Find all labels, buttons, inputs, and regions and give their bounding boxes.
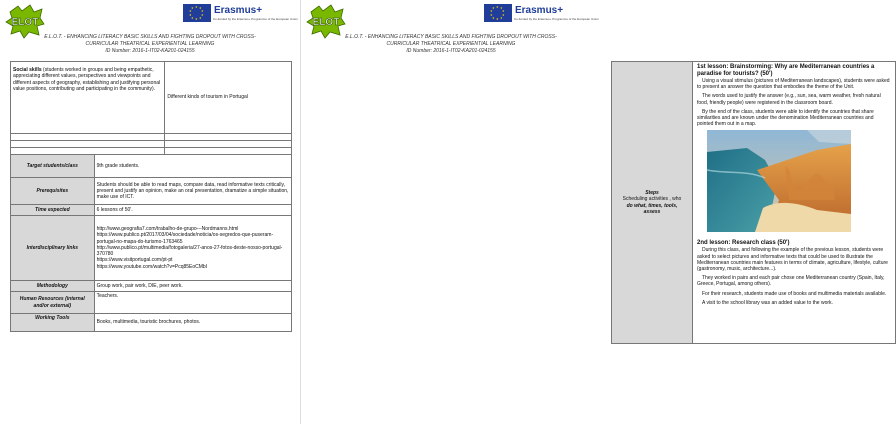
tools-row bbox=[11, 314, 292, 332]
lesson1-paragraph: Using a visual stimulus (pictures of Mediterranean landscapes), students were asked to present an answer the question that embodies the theme of the Unit. bbox=[697, 78, 890, 91]
empty-row bbox=[11, 141, 292, 148]
links-label: Interdisciplinary links bbox=[11, 216, 95, 281]
lesson2-paragraph: They worked in pairs and each pair chose one Mediterranean country (Spain, Italy, Greece, Portugal, among others). bbox=[697, 275, 885, 288]
link-item[interactable]: https://www.youtube.com/watch?v=Pcq85EoCMbI bbox=[96, 263, 208, 270]
methodology-row bbox=[11, 281, 292, 292]
link-item[interactable]: https://www.visitportugal.com/pt-pt bbox=[96, 257, 173, 264]
lesson-plan-table-left bbox=[10, 61, 292, 332]
lesson2-title: 2nd lesson: Research class (50') bbox=[697, 240, 790, 247]
steps-sub-2: do what, times, tools, bbox=[626, 202, 678, 209]
eu-disclaimer: Co-funded by the Erasmus+ Programme of the European Union bbox=[213, 17, 298, 21]
steps-label-cell bbox=[612, 62, 693, 344]
lesson1-paragraph: By the end of the class, students were able to identify the countries that share similarities and are known under the denomination Mediterranean countries and pointed them out in a map. bbox=[697, 108, 874, 128]
link-item[interactable]: http://www.publico.pt/multimedia/fotogaleria/27-anos-27-fotos-deste-nosso-portugal-370780 bbox=[96, 244, 283, 258]
resources-row bbox=[11, 292, 292, 314]
erasmus-plus-logo bbox=[183, 4, 298, 22]
steps-label: Steps bbox=[645, 189, 659, 196]
eu-flag-icon: ★ ★ ★ ★ ★ ★ ★ ★ ★ ★ bbox=[484, 4, 512, 22]
lesson1-title: 1st lesson: Brainstorming: Why are Mediterranean countries a paradise for tourists? (50') bbox=[697, 64, 875, 77]
eu-flag-icon: ★ ★ ★ ★ ★ ★ ★ ★ ★ ★ bbox=[183, 4, 211, 22]
prerequisites-label: Prerequisites bbox=[11, 178, 95, 205]
project-id: ID Number: 2016-1-IT02-KA201-024155 bbox=[105, 48, 195, 54]
left-page bbox=[0, 0, 300, 424]
resources-value: Teachers. bbox=[94, 292, 291, 314]
project-title-line2: CURRICULAR THEATRICAL EXPERIENTIAL LEARNING bbox=[85, 41, 215, 47]
lesson2-paragraph: For their research, students made use of books and multimedia materials available. bbox=[702, 290, 887, 297]
steps-content bbox=[693, 62, 896, 344]
time-label: Time expected bbox=[11, 205, 95, 216]
steps-sub-3: assess bbox=[643, 208, 661, 215]
target-label: Target students/class bbox=[11, 155, 95, 178]
lesson2-paragraph: During this class, and following the example of the previous lesson, students were asked to select pictures and informative texts that could be used to illustrate the Mediterranean countries main features in terms of climate, agriculture, lifestyle, culture (gastronomy, music, architecture...). bbox=[697, 247, 888, 273]
steps-sub-1: Scheduling activities , who bbox=[622, 196, 682, 203]
links-row bbox=[11, 216, 292, 281]
social-skills-label: Social skills bbox=[13, 67, 42, 73]
right-page bbox=[300, 0, 890, 424]
lesson2-paragraph: A visit to the school library was an added value to the work. bbox=[702, 299, 833, 306]
algarve-beach-photo bbox=[707, 130, 851, 232]
project-id: ID Number: 2016-1-IT02-KA201-024155 bbox=[406, 48, 496, 54]
tools-label: Working Tools bbox=[11, 314, 95, 332]
lesson1-paragraph: The words used to justify the answer (e.g., sun, sea, warm weather, fresh natural food, friendly people) were registered in the classroom board. bbox=[697, 93, 881, 106]
target-value: 9th grade students. bbox=[94, 155, 291, 178]
prerequisites-value: Students should be able to read maps, compare data, read informative texts critically, present and justify an opinion, make an oral presentation, dramatize a simple situation, make use of ICT. bbox=[94, 178, 291, 205]
empty-row bbox=[11, 148, 292, 155]
methodology-value: Group work, pair work, DIE, peer work. bbox=[94, 281, 291, 292]
social-skills-row bbox=[11, 62, 292, 134]
link-item[interactable]: http://www.geografia7.com/trabalho-de-grupo---Nordmanns.html bbox=[96, 225, 239, 232]
time-row bbox=[11, 205, 292, 216]
logo-text: ELOT bbox=[312, 17, 340, 28]
resources-label: Human Resources (internal and/or external) bbox=[11, 292, 95, 314]
lesson-plan-table-right bbox=[611, 61, 896, 344]
social-skills-value: Different kinds of tourism in Portugal bbox=[165, 62, 292, 134]
steps-row bbox=[612, 62, 896, 344]
time-value: 6 lessons of 50'. bbox=[94, 205, 291, 216]
erasmus-plus-logo bbox=[484, 4, 599, 22]
social-skills-text: (students worked in groups and being empathetic, appreciating different values, perspectives and viewpoints and different aspects of geography, establishing and justifying personal value positions, contributing and participating in the community). bbox=[13, 67, 161, 92]
erasmus-label: Erasmus+ bbox=[515, 5, 564, 16]
prerequisites-row bbox=[11, 178, 292, 205]
logo-text: ELOT bbox=[11, 17, 39, 28]
social-skills-cell bbox=[11, 62, 165, 134]
project-title-line1: E.L.O.T. - ENHANCING LITERACY BASIC SKILLS AND FIGHTING DROPOUT WITH CROSS- bbox=[345, 34, 557, 40]
project-title-line2: CURRICULAR THEATRICAL EXPERIENTIAL LEARNING bbox=[386, 41, 516, 47]
link-item[interactable]: https://www.publico.pt/2017/03/04/sociedade/noticia/os-segredos-que-puseram-portugal-no-mapa-do-turismo-1763465 bbox=[96, 232, 274, 245]
erasmus-label: Erasmus+ bbox=[214, 5, 263, 16]
links-cell bbox=[94, 216, 291, 281]
eu-disclaimer: Co-funded by the Erasmus+ Programme of the European Union bbox=[514, 17, 599, 21]
empty-row bbox=[11, 134, 292, 141]
tools-value: Books, multimedia, touristic brochures, photos. bbox=[94, 314, 291, 332]
target-row bbox=[11, 155, 292, 178]
methodology-label: Methodology bbox=[11, 281, 95, 292]
project-title-line1: E.L.O.T. - ENHANCING LITERACY BASIC SKILLS AND FIGHTING DROPOUT WITH CROSS- bbox=[44, 34, 256, 40]
